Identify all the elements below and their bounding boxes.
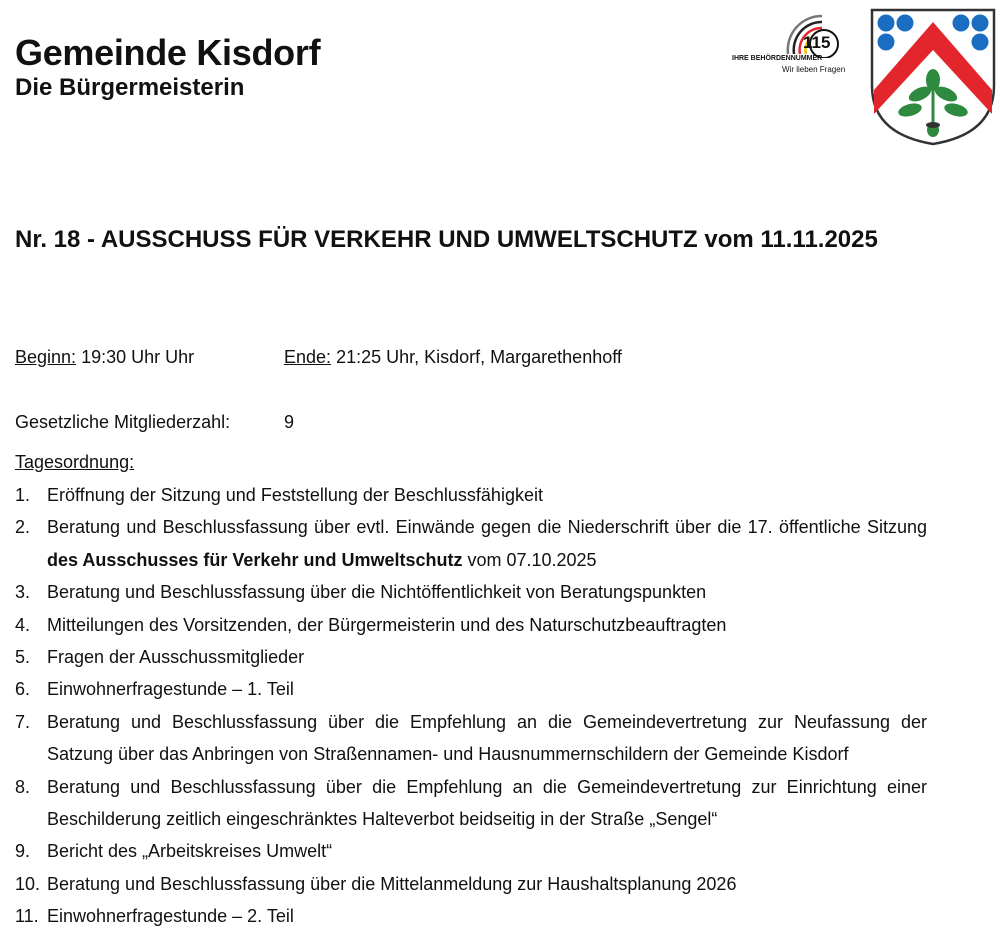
document-title: Nr. 18 - AUSSCHUSS FÜR VERKEHR UND UMWELTSCHUTZ vom 11.11.2025: [15, 226, 878, 253]
members-label: Gesetzliche Mitgliederzahl:: [15, 412, 231, 432]
agenda-item-number: 10.: [15, 873, 41, 894]
agenda-item: [15, 835, 927, 867]
agenda-item-number: 7.: [15, 711, 31, 732]
begin-row: [15, 347, 194, 368]
agenda-item-number: 1.: [15, 485, 31, 505]
agenda-item: [15, 900, 927, 932]
agenda-item: [15, 641, 927, 673]
agenda-item-text: Einwohnerfragestunde – 2. Teil: [47, 906, 294, 927]
end-value: 21:25 Uhr, Kisdorf, Margarethenhoff: [336, 347, 622, 367]
coat-of-arms: [868, 6, 998, 146]
agenda-item-text: Beratung und Beschlussfassung über evtl. Einwände gegen die Niederschrift über die 17. öffentliche Sitzung: [47, 517, 927, 538]
end-row: [284, 347, 622, 368]
agenda-item-text: Fragen der Ausschussmitglieder: [47, 647, 305, 668]
begin-value: 19:30 Uhr Uhr: [81, 347, 195, 367]
agenda-item: [15, 706, 927, 771]
agenda-item-number: 6.: [15, 679, 31, 700]
agenda-list: [15, 479, 927, 933]
agenda-item-number: 3.: [15, 582, 31, 603]
agenda-item-text: Beratung und Beschlussfassung über die Nichtöffentlichkeit von Beratungspunkten: [47, 582, 707, 603]
agenda-item-number: 9.: [15, 841, 31, 862]
coat-of-arms-oak-icon: [868, 6, 998, 146]
agenda-item-text: Beratung und Beschlussfassung über die Empfehlung an die Gemeindevertretung zur Neufassung der Satzung über das Anbringen von Straßennamen- und Hausnummernschildern der Gemeinde Kisdorf: [47, 711, 927, 765]
members-value: 9: [284, 412, 295, 432]
agenda-item: [15, 868, 927, 900]
logo-115-slogan: Wir lieben Fragen: [782, 65, 846, 74]
agenda-item-text: Bericht des „Arbeitskreises Umwelt“: [47, 841, 333, 862]
agenda-item-text: Beratung und Beschlussfassung über die Empfehlung an die Gemeindevertretung zur Einrichtung einer Beschilderung zeitlich eingeschränktes Halteverbot beidseitig in der Straße „Sengel“: [47, 776, 927, 830]
logo-115-caption: IHRE BEHÖRDENNUMMER: [732, 55, 823, 62]
logo-115: [730, 8, 846, 74]
end-label: Ende:: [284, 347, 332, 367]
agenda-item: [15, 771, 927, 836]
agenda-item: [15, 576, 927, 608]
agenda-item-number: 11.: [15, 906, 39, 927]
org-subtitle: Die Bürgermeisterin: [15, 74, 245, 101]
begin-label: Beginn:: [15, 347, 77, 367]
agenda-item: [15, 609, 927, 641]
agenda-item-text: Einwohnerfragestunde – 1. Teil: [47, 679, 294, 700]
org-title: Gemeinde Kisdorf: [15, 32, 321, 73]
agenda-item: [15, 511, 927, 576]
agenda-item-emphasis: des Ausschusses für Verkehr und Umweltschutz: [47, 549, 463, 570]
agenda-item: [15, 479, 927, 511]
logo-115-number: 115: [803, 33, 831, 52]
agenda-item-text-end: vom 07.10.2025: [462, 549, 597, 570]
agenda-item-number: 8.: [15, 776, 31, 797]
agenda-item-number: 4.: [15, 614, 31, 635]
agenda-item-number: 2.: [15, 517, 31, 538]
agenda-heading: Tagesordnung:: [15, 452, 135, 472]
agenda-item-number: 5.: [15, 647, 31, 668]
agenda-item-text: Beratung und Beschlussfassung über die Mittelanmeldung zur Haushaltsplanung 2026: [47, 873, 737, 894]
agenda-item: [15, 673, 927, 705]
agenda-item-text: Mitteilungen des Vorsitzenden, der Bürgermeisterin und des Naturschutzbeauftragten: [47, 614, 727, 635]
agenda-item-text: Eröffnung der Sitzung und Feststellung der Beschlussfähigkeit: [47, 485, 543, 505]
